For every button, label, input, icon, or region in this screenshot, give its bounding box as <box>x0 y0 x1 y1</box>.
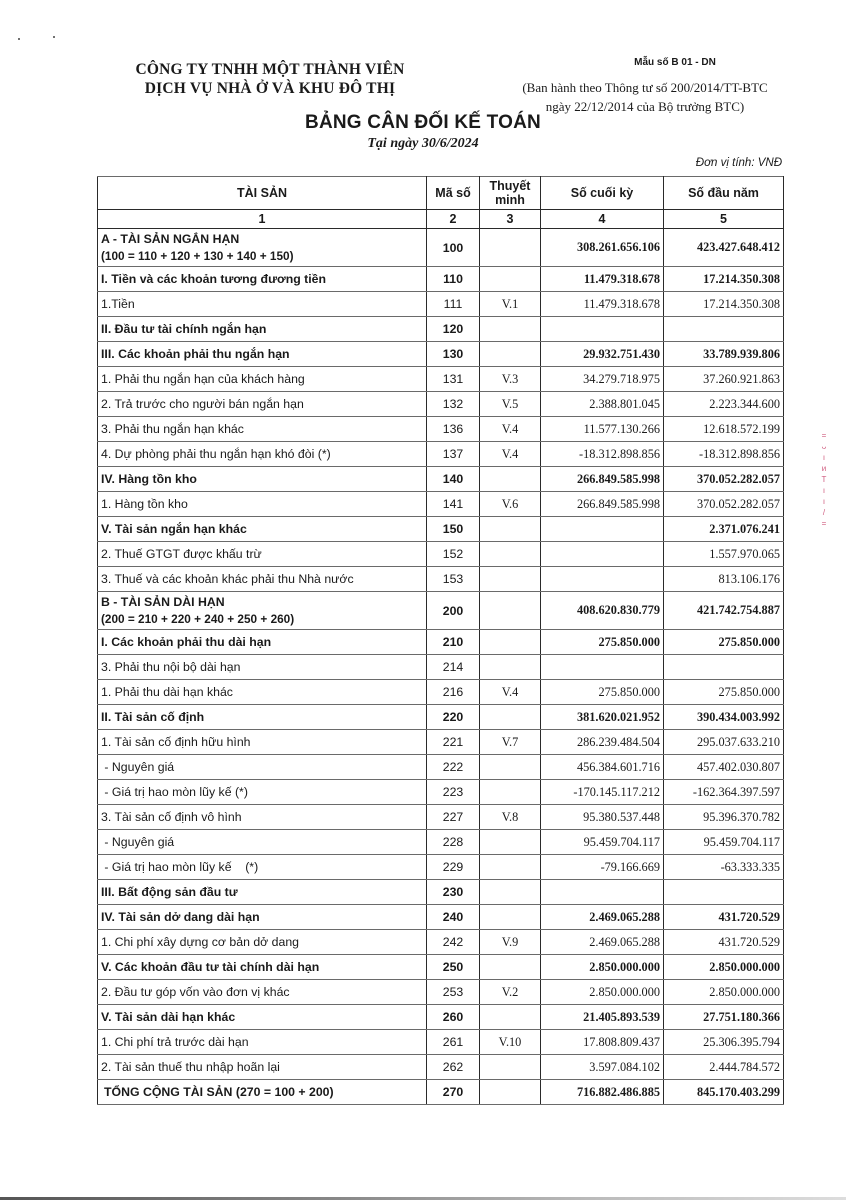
row-begin-value <box>664 655 784 680</box>
row-end-value: 266.849.585.998 <box>541 467 664 492</box>
red-stamp-mark: = ᴗ ı ᴎ T ı ı / = <box>821 431 827 528</box>
row-label <box>98 317 427 342</box>
row-code: 132 <box>427 392 480 417</box>
row-label-text: 3. Phải thu nội bộ dài hạn <box>101 660 241 674</box>
table-row <box>98 267 784 292</box>
row-begin-value: 370.052.282.057 <box>664 467 784 492</box>
row-end-value: 266.849.585.998 <box>541 492 664 517</box>
row-begin-value: 431.720.529 <box>664 905 784 930</box>
table-row <box>98 780 784 805</box>
row-end-value: 275.850.000 <box>541 630 664 655</box>
row-end-value: -79.166.669 <box>541 855 664 880</box>
row-label <box>98 955 427 980</box>
row-label-text: V. Tài sản dài hạn khác <box>101 1010 236 1024</box>
row-end-value: 408.620.830.779 <box>541 592 664 630</box>
column-number: 3 <box>480 210 541 229</box>
row-label-text: 4. Dự phòng phải thu ngắn hạn khó đòi (*) <box>101 447 331 461</box>
column-header-code: Mã số <box>427 177 480 210</box>
table-row <box>98 467 784 492</box>
column-header-assets: TÀI SẢN <box>98 177 427 210</box>
row-label-text: II. Đầu tư tài chính ngắn hạn <box>101 322 267 336</box>
row-label-text: A - TÀI SẢN NGẮN HẠN <box>101 231 240 246</box>
row-code: 136 <box>427 417 480 442</box>
company-name <box>115 60 425 98</box>
row-label-text: I. Tiền và các khoản tương đương tiền <box>101 272 327 286</box>
row-end-value <box>541 542 664 567</box>
row-end-value: 95.380.537.448 <box>541 805 664 830</box>
row-code: 228 <box>427 830 480 855</box>
table-row <box>98 517 784 542</box>
row-end-value <box>541 317 664 342</box>
table-row <box>98 592 784 630</box>
row-note <box>480 1005 541 1030</box>
row-code: 242 <box>427 930 480 955</box>
row-label-text: I. Các khoản phải thu dài hạn <box>101 635 272 649</box>
row-begin-value: 431.720.529 <box>664 930 784 955</box>
row-end-value: 95.459.704.117 <box>541 830 664 855</box>
row-label <box>98 780 427 805</box>
row-code: 240 <box>427 905 480 930</box>
table-row <box>98 955 784 980</box>
row-begin-value: 1.557.970.065 <box>664 542 784 567</box>
row-end-value <box>541 567 664 592</box>
row-label <box>98 417 427 442</box>
column-header-end-period: Số cuối kỳ <box>541 177 664 210</box>
row-note <box>480 855 541 880</box>
row-label-text: - Giá trị hao mòn lũy kế (*) <box>101 860 259 874</box>
row-begin-value: 845.170.403.299 <box>664 1080 784 1105</box>
column-header-note: Thuyết minh <box>480 177 541 210</box>
row-label <box>98 830 427 855</box>
row-label-text: III. Bất động sản đầu tư <box>101 885 238 899</box>
row-note <box>480 517 541 542</box>
table-row <box>98 442 784 467</box>
row-note <box>480 592 541 630</box>
row-begin-value: 27.751.180.366 <box>664 1005 784 1030</box>
row-note <box>480 229 541 267</box>
row-code: 262 <box>427 1055 480 1080</box>
row-begin-value <box>664 880 784 905</box>
row-label <box>98 567 427 592</box>
row-label <box>98 880 427 905</box>
row-label-text: 1. Chi phí trả trước dài hạn <box>101 1035 249 1049</box>
row-code: 250 <box>427 955 480 980</box>
row-note <box>480 567 541 592</box>
row-label-text: 1. Tài sản cố định hữu hình <box>101 735 251 749</box>
row-label <box>98 855 427 880</box>
row-label <box>98 367 427 392</box>
row-begin-value: -18.312.898.856 <box>664 442 784 467</box>
scan-speck <box>53 36 55 38</box>
row-label-text: - Nguyên giá <box>101 760 175 774</box>
row-label <box>98 467 427 492</box>
row-note <box>480 1080 541 1105</box>
row-begin-value <box>664 317 784 342</box>
row-label <box>98 1030 427 1055</box>
row-code: 221 <box>427 730 480 755</box>
row-begin-value: 295.037.633.210 <box>664 730 784 755</box>
row-label <box>98 492 427 517</box>
row-code: 120 <box>427 317 480 342</box>
currency-unit: Đơn vị tính: VNĐ <box>695 157 782 169</box>
table-row <box>98 880 784 905</box>
row-note <box>480 467 541 492</box>
row-end-value: 2.469.065.288 <box>541 905 664 930</box>
row-end-value <box>541 655 664 680</box>
table-row <box>98 805 784 830</box>
row-label <box>98 1005 427 1030</box>
row-begin-value: 17.214.350.308 <box>664 292 784 317</box>
row-label <box>98 755 427 780</box>
row-note <box>480 542 541 567</box>
row-note: V.4 <box>480 417 541 442</box>
row-note <box>480 880 541 905</box>
row-end-value: 2.469.065.288 <box>541 930 664 955</box>
table-header-row <box>98 177 784 210</box>
row-begin-value: 2.850.000.000 <box>664 955 784 980</box>
row-label <box>98 930 427 955</box>
row-label <box>98 730 427 755</box>
table-row <box>98 730 784 755</box>
row-end-value <box>541 880 664 905</box>
row-label-text: 1. Phải thu ngắn hạn của khách hàng <box>101 372 305 386</box>
row-label-text: 2. Trả trước cho người bán ngắn hạn <box>101 397 304 411</box>
row-label-text: B - TÀI SẢN DÀI HẠN <box>101 594 225 609</box>
row-label <box>98 655 427 680</box>
row-end-value: 21.405.893.539 <box>541 1005 664 1030</box>
row-end-value: 286.239.484.504 <box>541 730 664 755</box>
row-begin-value: 370.052.282.057 <box>664 492 784 517</box>
row-code: 110 <box>427 267 480 292</box>
row-label-text: 3. Phải thu ngắn hạn khác <box>101 422 244 436</box>
row-note <box>480 755 541 780</box>
row-note: V.1 <box>480 292 541 317</box>
row-code: 227 <box>427 805 480 830</box>
row-label <box>98 542 427 567</box>
row-note: V.6 <box>480 492 541 517</box>
column-number: 4 <box>541 210 664 229</box>
issued-note-line2: ngày 22/12/2014 của Bộ trưởng BTC) <box>545 99 745 114</box>
row-code: 230 <box>427 880 480 905</box>
row-code: 111 <box>427 292 480 317</box>
row-label-text: IV. Tài sản dở dang dài hạn <box>101 910 260 924</box>
row-end-value: 456.384.601.716 <box>541 755 664 780</box>
row-note <box>480 905 541 930</box>
row-label <box>98 229 427 267</box>
balance-sheet-table <box>97 176 784 1105</box>
column-number: 1 <box>98 210 427 229</box>
table-row <box>98 317 784 342</box>
row-code: 200 <box>427 592 480 630</box>
row-formula: (200 = 210 + 220 + 240 + 250 + 260) <box>101 611 295 626</box>
table-row <box>98 930 784 955</box>
row-label <box>98 592 427 630</box>
row-end-value: 34.279.718.975 <box>541 367 664 392</box>
row-note: V.8 <box>480 805 541 830</box>
row-label-text: 3. Thuế và các khoản khác phải thu Nhà nước <box>101 572 354 586</box>
row-code: 137 <box>427 442 480 467</box>
row-code: 150 <box>427 517 480 542</box>
row-code: 141 <box>427 492 480 517</box>
row-note: V.3 <box>480 367 541 392</box>
row-begin-value: 813.106.176 <box>664 567 784 592</box>
row-begin-value: 2.850.000.000 <box>664 980 784 1005</box>
row-note <box>480 342 541 367</box>
row-label: TỔNG CỘNG TÀI SẢN (270 = 100 + 200) <box>98 1080 427 1105</box>
row-note <box>480 655 541 680</box>
table-row <box>98 655 784 680</box>
row-label-text: 2. Tài sản thuế thu nhập hoãn lại <box>101 1060 280 1074</box>
column-number: 2 <box>427 210 480 229</box>
row-code: 210 <box>427 630 480 655</box>
row-begin-value: -162.364.397.597 <box>664 780 784 805</box>
row-label <box>98 267 427 292</box>
row-end-value: 11.577.130.266 <box>541 417 664 442</box>
row-code: 270 <box>427 1080 480 1105</box>
row-label-text: III. Các khoản phải thu ngắn hạn <box>101 347 290 361</box>
row-end-value: 17.808.809.437 <box>541 1030 664 1055</box>
table-row <box>98 680 784 705</box>
row-note <box>480 1055 541 1080</box>
table-row <box>98 392 784 417</box>
row-begin-value: 37.260.921.863 <box>664 367 784 392</box>
table-row <box>98 1030 784 1055</box>
row-note <box>480 630 541 655</box>
row-label-text: 3. Tài sản cố định vô hình <box>101 810 242 824</box>
row-end-value: 2.388.801.045 <box>541 392 664 417</box>
row-begin-value: 457.402.030.807 <box>664 755 784 780</box>
company-name-line1: CÔNG TY TNHH MỘT THÀNH VIÊN <box>135 61 405 78</box>
issued-note-line1: (Ban hành theo Thông tư số 200/2014/TT-BTC <box>522 80 768 95</box>
row-code: 153 <box>427 567 480 592</box>
row-label-text: V. Các khoản đầu tư tài chính dài hạn <box>101 960 320 974</box>
row-end-value: 2.850.000.000 <box>541 955 664 980</box>
row-begin-value: 423.427.648.412 <box>664 229 784 267</box>
document-date: Tại ngày 30/6/2024 <box>367 136 479 151</box>
row-note: V.5 <box>480 392 541 417</box>
row-label-text: V. Tài sản ngắn hạn khác <box>101 522 247 536</box>
row-code: 220 <box>427 705 480 730</box>
row-begin-value: 25.306.395.794 <box>664 1030 784 1055</box>
row-label-text: - Nguyên giá <box>101 835 175 849</box>
row-label-text: - Giá trị hao mòn lũy kế (*) <box>101 785 248 799</box>
row-code: 216 <box>427 680 480 705</box>
column-header-begin-year: Số đầu năm <box>664 177 784 210</box>
row-begin-value: 12.618.572.199 <box>664 417 784 442</box>
row-begin-value: 275.850.000 <box>664 680 784 705</box>
row-code: 140 <box>427 467 480 492</box>
row-code: 223 <box>427 780 480 805</box>
form-code: Mẫu số B 01 - DN <box>634 57 716 68</box>
row-end-value: 3.597.084.102 <box>541 1055 664 1080</box>
row-note <box>480 267 541 292</box>
table-row <box>98 1055 784 1080</box>
row-label <box>98 705 427 730</box>
row-end-value: 11.479.318.678 <box>541 267 664 292</box>
table-row <box>98 630 784 655</box>
row-label <box>98 342 427 367</box>
row-note: V.7 <box>480 730 541 755</box>
row-code: 131 <box>427 367 480 392</box>
row-code: 229 <box>427 855 480 880</box>
total-assets-row <box>98 1080 784 1105</box>
row-label <box>98 630 427 655</box>
row-label <box>98 980 427 1005</box>
row-label <box>98 805 427 830</box>
table-row <box>98 705 784 730</box>
row-end-value: 381.620.021.952 <box>541 705 664 730</box>
table-row <box>98 567 784 592</box>
row-code: 222 <box>427 755 480 780</box>
column-number: 5 <box>664 210 784 229</box>
row-label <box>98 392 427 417</box>
table-row <box>98 417 784 442</box>
row-label <box>98 1055 427 1080</box>
row-label <box>98 680 427 705</box>
row-formula: (100 = 110 + 120 + 130 + 140 + 150) <box>101 248 294 263</box>
column-number-row <box>98 210 784 229</box>
row-label-text: 2. Đầu tư góp vốn vào đơn vị khác <box>101 985 290 999</box>
row-label <box>98 905 427 930</box>
row-code: 253 <box>427 980 480 1005</box>
row-label <box>98 517 427 542</box>
row-end-value: 29.932.751.430 <box>541 342 664 367</box>
table-row <box>98 755 784 780</box>
company-name-line2: DỊCH VỤ NHÀ Ở VÀ KHU ĐÔ THỊ <box>144 80 396 97</box>
row-note <box>480 955 541 980</box>
row-note: V.10 <box>480 1030 541 1055</box>
table-row <box>98 367 784 392</box>
row-begin-value: 17.214.350.308 <box>664 267 784 292</box>
row-code: 261 <box>427 1030 480 1055</box>
row-code: 260 <box>427 1005 480 1030</box>
row-end-value: 275.850.000 <box>541 680 664 705</box>
scan-speck <box>18 38 20 40</box>
row-label-text: 1. Hàng tồn kho <box>101 497 188 511</box>
row-label-text: 1.Tiền <box>101 297 135 311</box>
row-label-text: 1. Phải thu dài hạn khác <box>101 685 233 699</box>
row-begin-value: 2.444.784.572 <box>664 1055 784 1080</box>
table-row <box>98 542 784 567</box>
table-row <box>98 292 784 317</box>
row-code: 130 <box>427 342 480 367</box>
table-row <box>98 830 784 855</box>
row-label <box>98 292 427 317</box>
row-note: V.9 <box>480 930 541 955</box>
row-note <box>480 705 541 730</box>
row-label-text: IV. Hàng tồn kho <box>101 472 197 486</box>
table-row <box>98 1005 784 1030</box>
row-note <box>480 317 541 342</box>
table-row <box>98 492 784 517</box>
issued-note <box>500 78 790 116</box>
table-row <box>98 229 784 267</box>
row-label-text: 1. Chi phí xây dựng cơ bản dở dang <box>101 935 300 949</box>
row-begin-value: 275.850.000 <box>664 630 784 655</box>
table-row <box>98 342 784 367</box>
document-title: BẢNG CÂN ĐỐI KẾ TOÁN <box>305 112 541 133</box>
row-begin-value: 95.459.704.117 <box>664 830 784 855</box>
row-label-text: II. Tài sản cố định <box>101 710 205 724</box>
row-begin-value: 95.396.370.782 <box>664 805 784 830</box>
row-end-value: 11.479.318.678 <box>541 292 664 317</box>
row-end-value: -170.145.117.212 <box>541 780 664 805</box>
row-end-value: 2.850.000.000 <box>541 980 664 1005</box>
row-begin-value: 2.223.344.600 <box>664 392 784 417</box>
table-row <box>98 905 784 930</box>
row-begin-value: 2.371.076.241 <box>664 517 784 542</box>
row-begin-value: 421.742.754.887 <box>664 592 784 630</box>
row-end-value: 716.882.486.885 <box>541 1080 664 1105</box>
row-note <box>480 780 541 805</box>
row-note: V.4 <box>480 442 541 467</box>
row-end-value <box>541 517 664 542</box>
row-begin-value: 33.789.939.806 <box>664 342 784 367</box>
table-row <box>98 980 784 1005</box>
row-note: V.4 <box>480 680 541 705</box>
row-begin-value: 390.434.003.992 <box>664 705 784 730</box>
row-note <box>480 830 541 855</box>
row-note: V.2 <box>480 980 541 1005</box>
row-label <box>98 442 427 467</box>
row-code: 214 <box>427 655 480 680</box>
row-begin-value: -63.333.335 <box>664 855 784 880</box>
row-label-text: 2. Thuế GTGT được khấu trừ <box>101 547 262 561</box>
row-end-value: 308.261.656.106 <box>541 229 664 267</box>
row-end-value: -18.312.898.856 <box>541 442 664 467</box>
row-code: 100 <box>427 229 480 267</box>
table-row <box>98 855 784 880</box>
row-code: 152 <box>427 542 480 567</box>
